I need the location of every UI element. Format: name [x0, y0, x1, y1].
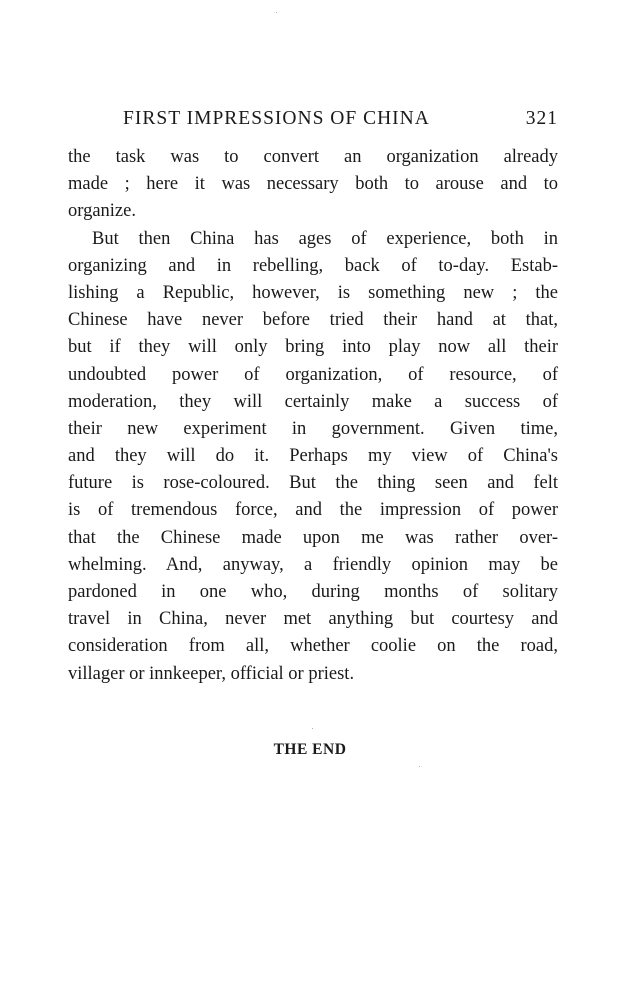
scan-speck [419, 766, 420, 767]
text-line: lishing a Republic, however, is something new ; the [68, 282, 558, 303]
text-line: travel in China, never met anything but courtesy and [68, 609, 558, 630]
page-number: 321 [525, 108, 558, 129]
text-line: Chinese have never before tried their hand at that, [68, 310, 558, 331]
text-line: their new experiment in government. Given time, [68, 418, 558, 439]
text-line: undoubted power of organization, of resource, of [68, 364, 558, 385]
text-line: But then China has ages of experience, both in [92, 228, 558, 249]
text-line: pardoned in one who, during months of solitary [68, 582, 558, 602]
text-line: the task was to convert an organization already [68, 147, 558, 167]
text-line: organize. [68, 201, 136, 222]
running-head [68, 108, 560, 134]
text-line: whelming. And, anyway, a friendly opinion may be [68, 554, 558, 575]
text-line: made ; here it was necessary both to arouse and to [68, 174, 558, 195]
scan-speck [276, 12, 277, 13]
text-line: organizing and in rebelling, back of to-day. Estab- [68, 255, 558, 276]
text-line: moderation, they will certainly make a success of [68, 391, 558, 412]
text-line: consideration from all, whether coolie on the road, [68, 636, 558, 657]
text-line: that the Chinese made upon me was rather over- [68, 527, 558, 548]
text-line: villager or innkeeper, official or priest. [68, 663, 355, 684]
body-text [68, 144, 558, 688]
scan-speck [312, 728, 313, 729]
text-line: is of tremendous force, and the impression of power [68, 500, 558, 521]
text-line: future is rose-coloured. But the thing seen and felt [68, 473, 558, 494]
text-line: and they will do it. Perhaps my view of China's [68, 446, 558, 467]
the-end-heading: THE END [273, 741, 347, 758]
text-line: but if they will only bring into play now all their [68, 337, 558, 358]
running-title: FIRST IMPRESSIONS OF CHINA [123, 108, 430, 129]
